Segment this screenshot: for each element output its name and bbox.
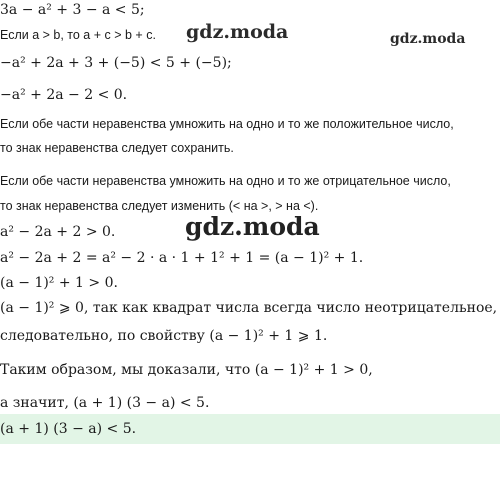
step-line: Таким образом, мы доказали, что (a − 1)² + 1 > 0,	[0, 362, 373, 378]
rule-line: то знак неравенства следует изменить (< на >, > на <).	[0, 199, 319, 213]
rule-line: Если обе части неравенства умножить на одно и то же отрицательное число,	[0, 174, 451, 188]
step-line: a² − 2a + 2 = a² − 2 · a · 1 + 1² + 1 = (a − 1)² + 1.	[0, 250, 364, 266]
step-line: (a − 1)² + 1 > 0.	[0, 275, 118, 291]
step-line: −a² + 2a + 3 + (−5) < 5 + (−5);	[0, 55, 232, 71]
step-line: (a − 1)² ⩾ 0, так как квадрат числа всегда число неотрицательное,	[0, 300, 498, 316]
rule-line: Если a > b, то a + c > b + c.	[0, 28, 156, 42]
watermark: gdz.moda	[186, 21, 289, 43]
rule-line: Если обе части неравенства умножить на одно и то же положительное число,	[0, 117, 454, 131]
step-line: a² − 2a + 2 > 0.	[0, 224, 116, 240]
rule-line: то знак неравенства следует сохранить.	[0, 141, 234, 155]
answer-line: (a + 1) (3 − a) < 5.	[0, 421, 137, 437]
step-line: следовательно, по свойству (a − 1)² + 1 ⩾ 1.	[0, 328, 328, 344]
step-line: а значит, (a + 1) (3 − a) < 5.	[0, 395, 210, 411]
watermark: gdz.moda	[390, 31, 466, 47]
step-line: 3a − a² + 3 − a < 5;	[0, 2, 145, 18]
watermark: gdz.moda	[185, 212, 320, 241]
step-line: −a² + 2a − 2 < 0.	[0, 87, 128, 103]
